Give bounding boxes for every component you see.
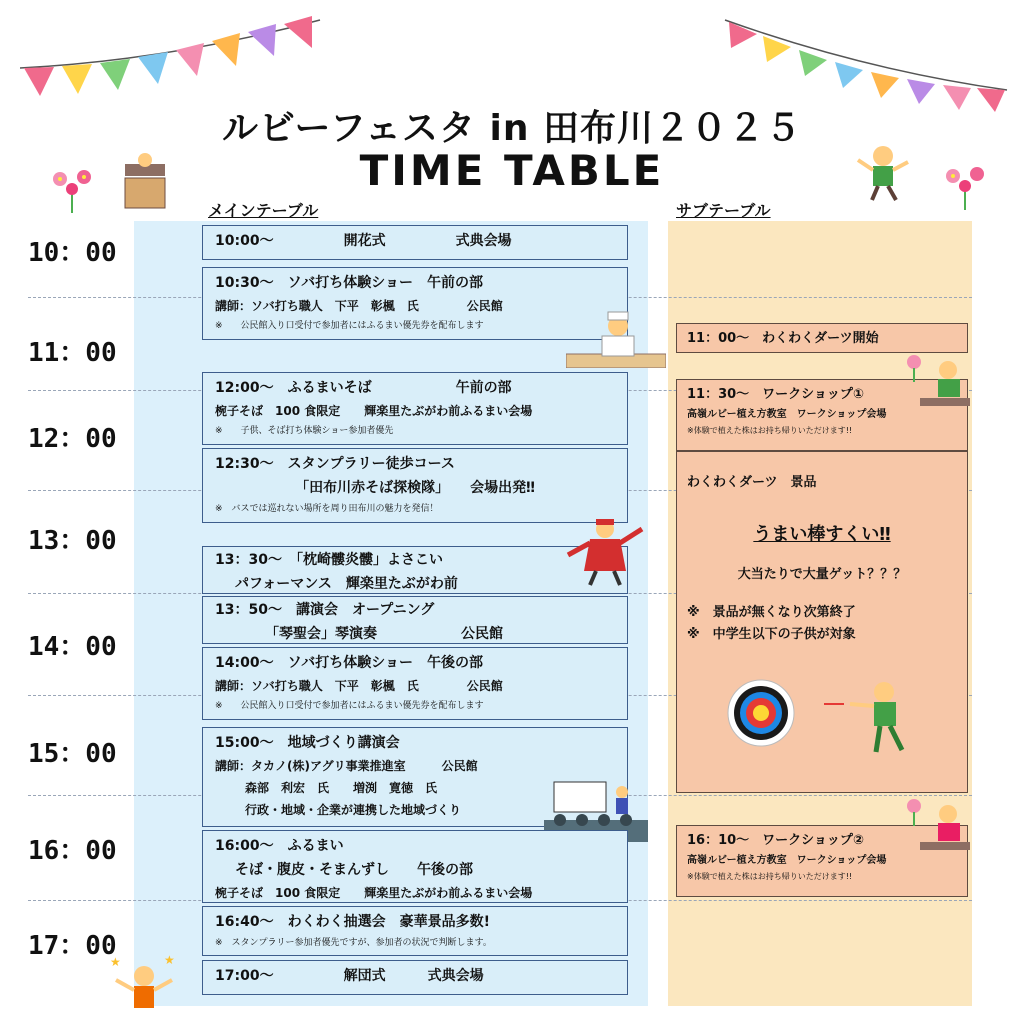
bunting-left-icon [20,0,350,110]
prize-note: ※ 景品が無くなり次第終了 [687,605,856,620]
sub-event-note: ※体験で植えた株はお持ち帰りいただけます!! [687,872,853,881]
event-title: 12:00～ ふるまいそば 午前の部 [215,380,512,396]
event-detail: 講師：ソバ打ち職人 下平 彰楓 氏 公民館 [215,679,503,693]
event-title: 10:00～ 開花式 式典会場 [215,233,512,249]
prize-heading: わくわくダーツ 景品 [687,475,817,490]
event-detail: 講師：ソバ打ち職人 下平 彰楓 氏 公民館 [215,299,503,313]
event-soba-show-am [202,267,628,340]
event-detail: 椀子そば 100 食限定 輝楽里たぶがわ前ふるまい会場 [215,404,533,418]
time-label: 15：00 [28,739,117,769]
time-label: 13：00 [28,526,117,556]
sub-event-darts-start [676,323,968,353]
event-soba-show-pm [202,647,628,720]
event-title: 14:00～ ソバ打ち体験ショー 午後の部 [215,655,484,671]
prize-jackpot: 大当たりで大量ゲット？？？ [737,567,907,582]
time-label: 10：00 [28,238,117,268]
event-detail: 「田布川赤そば探検隊」 会場出発‼ [295,480,535,496]
event-note: ※ 子供、そば打ち体験ショー参加者優先 [215,426,394,436]
event-title: 12:30～ スタンプラリー徒歩コース [215,456,455,472]
yosakoi-dancer-icon [560,515,650,587]
sub-event-note: ※体験で植えた株はお持ち帰りいただけます!! [687,426,853,435]
event-detail: 行政・地域・企業が連携した地域づくり [245,803,462,817]
dart-thrower-icon [822,678,932,754]
svg-text:★: ★ [164,953,175,967]
event-title: 13：50～ 講演会 オープニング [215,602,435,618]
prize-main: うまい棒すくい‼ [753,524,891,545]
event-note: ※ スタンプラリー参加者優先ですが、参加者の状況で判断します。 [215,938,492,948]
event-title: 16:00～ ふるまい [215,838,344,854]
event-furumai-soba-am [202,372,628,445]
svg-text:★: ★ [110,955,121,969]
cheering-child-icon [104,952,184,1012]
prize-note: ※ 中学生以下の子供が対象 [687,627,856,642]
event-note: ※ バスでは巡れない場所を周り田布川の魅力を発信！ [215,504,439,514]
main-table-heading: メインテーブル [208,201,319,220]
time-label: 16：00 [28,836,117,866]
event-closing-ceremony [202,960,628,995]
event-detail: 森部 利宏 氏 増渕 寛徳 氏 [245,781,438,795]
event-lecture-opening [202,596,628,644]
sub-event-title: 11：30～ ワークショップ① [687,387,864,402]
page-subtitle: TIME TABLE [359,146,665,195]
event-title: 16:40～ わくわく抽選会 豪華景品多数! [215,914,490,930]
event-note: ※ 公民館入り口受付で参加者にはふるまい優先券を配布します [215,321,484,331]
time-label: 17：00 [28,931,117,961]
sub-event-title: 16：10～ ワークショップ② [687,833,864,848]
event-title: 17:00～ 解団式 式典会場 [215,968,484,984]
event-detail: パフォーマンス 輝楽里たぶがわ前 [235,576,458,592]
event-title: 10:30～ ソバ打ち体験ショー 午前の部 [215,275,484,291]
soba-chef-icon [566,310,666,368]
planting-child-icon [900,352,974,410]
time-label: 12：00 [28,424,117,454]
dartboard-icon [726,678,796,748]
flower-right-icon [935,162,995,212]
event-furumai-pm [202,830,628,903]
dancing-child-icon [848,142,918,202]
flower-left-icon [42,165,102,215]
sub-event-detail: 高嶺ルビー植え方教室 ワークショップ会場 [687,855,887,866]
sub-table-heading: サブテーブル [676,201,771,220]
event-note: ※ 公民館入り口受付で参加者にはふるまい優先券を配布します [215,701,484,711]
sub-event-title: 11：00～ わくわくダーツ開始 [687,331,879,346]
page-title: ルビーフェスタ in 田布川２０２５ [222,108,802,149]
event-detail: そば・腹皮・そまんずし 午後の部 [235,862,473,878]
event-title: 15:00～ 地域づくり講演会 [215,735,400,751]
time-label: 11：00 [28,338,117,368]
event-detail: 椀子そば 100 食限定 輝楽里たぶがわ前ふるまい会場 [215,886,533,900]
planting-child-icon [900,796,974,854]
time-label: 14：00 [28,632,117,662]
event-title: 13：30～ 「枕崎髏炎髏」よさこい [215,552,443,568]
event-detail: 「琴聖会」琴演奏 公民館 [265,626,503,642]
event-opening-ceremony [202,225,628,260]
sub-event-detail: 高嶺ルビー植え方教室 ワークショップ会場 [687,409,887,420]
event-detail: 講師：タカノ(株)アグリ事業推進室 公民館 [215,759,478,773]
event-lottery [202,906,628,956]
event-stamp-rally [202,448,628,523]
noodle-stall-icon [120,152,170,212]
